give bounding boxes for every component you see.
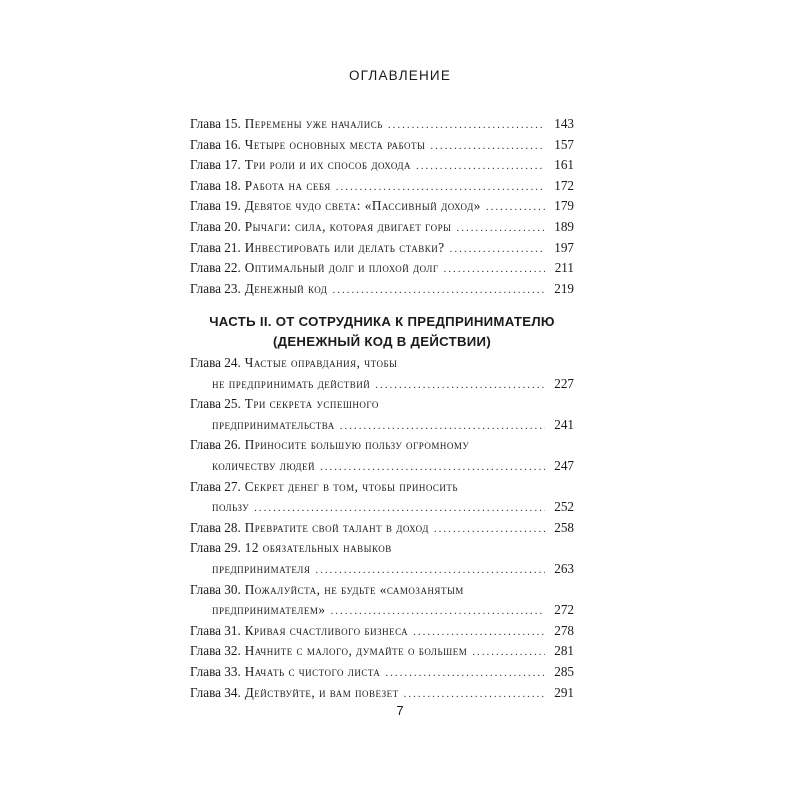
chapter-title: Пожалуйста, не будьте «самозанятым bbox=[244, 581, 464, 597]
chapter-page: 291 bbox=[554, 684, 574, 700]
toc-entry bbox=[190, 258, 574, 279]
toc-entry-continuation bbox=[212, 600, 574, 621]
chapter-page: 161 bbox=[554, 157, 574, 173]
chapter-page: 258 bbox=[554, 519, 574, 535]
chapter-title: Рычаги: сила, которая двигает горы bbox=[244, 218, 452, 234]
chapter-title: Четыре основных места работы bbox=[244, 136, 426, 152]
dot-leader bbox=[332, 280, 545, 301]
dot-leader bbox=[450, 239, 545, 260]
chapter-title-continued: пользу bbox=[212, 499, 250, 515]
toc-entry bbox=[190, 176, 574, 197]
page-number: 7 bbox=[396, 703, 404, 718]
chapter-page: 172 bbox=[554, 177, 574, 193]
dot-leader bbox=[336, 177, 545, 198]
chapter-title: Перемены уже начались bbox=[244, 116, 383, 131]
chapter-title: Действуйте, и вам повезет bbox=[244, 684, 399, 700]
part-heading bbox=[190, 312, 574, 352]
toc-entry bbox=[190, 518, 574, 539]
chapter-label: Глава 22. bbox=[190, 260, 241, 276]
dot-leader bbox=[315, 560, 545, 581]
toc-entry bbox=[190, 435, 574, 456]
chapter-title: Кривая счастливого бизнеса bbox=[244, 622, 409, 638]
chapter-title-continued: не предпринимать действий bbox=[212, 375, 371, 391]
chapter-title: Работа на себя bbox=[244, 177, 331, 193]
chapter-title-continued: предпринимателем» bbox=[212, 602, 326, 618]
chapter-title: Три роли и их способ дохода bbox=[244, 157, 412, 173]
chapter-label: Глава 25. bbox=[190, 396, 241, 412]
chapter-page: 219 bbox=[554, 280, 574, 296]
chapter-title: Частые оправдания, чтобы bbox=[244, 355, 398, 370]
part-heading-line-2: (ДЕНЕЖНЫЙ КОД В ДЕЙСТВИИ) bbox=[272, 334, 492, 349]
toc-entry-continuation bbox=[212, 415, 574, 436]
dot-leader bbox=[444, 259, 545, 280]
chapter-label: Глава 24. bbox=[190, 355, 241, 370]
toc-entry bbox=[190, 641, 574, 662]
chapter-label: Глава 27. bbox=[190, 478, 241, 494]
chapter-label: Глава 29. bbox=[190, 540, 241, 556]
dot-leader bbox=[375, 375, 545, 396]
part-heading-line-1: ЧАСТЬ II. ОТ СОТРУДНИКА К ПРЕДПРИНИМАТЕЛЮ bbox=[209, 314, 555, 329]
chapter-title: Инвестировать или делать ставки? bbox=[244, 239, 445, 255]
dot-leader bbox=[254, 498, 545, 519]
chapter-page: 189 bbox=[554, 218, 574, 234]
chapter-title: Приносите большую пользу огромному bbox=[244, 437, 470, 453]
toc-entry-continuation bbox=[212, 456, 574, 477]
toc-entry bbox=[190, 621, 574, 642]
chapter-label: Глава 31. bbox=[190, 622, 241, 638]
toc-entry bbox=[190, 662, 574, 683]
chapter-title: Оптимальный долг и плохой долг bbox=[244, 260, 439, 276]
chapter-page: 143 bbox=[554, 116, 574, 131]
dot-leader bbox=[340, 416, 545, 437]
chapter-title: Начать с чистого листа bbox=[244, 663, 381, 679]
chapter-page: 227 bbox=[554, 375, 574, 391]
toc-entry bbox=[190, 155, 574, 176]
chapter-title: Девятое чудо света: «Пассивный доход» bbox=[244, 198, 481, 214]
toc-entry bbox=[190, 683, 574, 704]
dot-leader bbox=[434, 519, 545, 540]
toc-entry bbox=[190, 238, 574, 259]
chapter-page: 179 bbox=[554, 198, 574, 214]
dot-leader bbox=[404, 684, 545, 705]
toc-entry-continuation bbox=[212, 374, 574, 395]
chapter-label: Глава 20. bbox=[190, 218, 241, 234]
chapter-label: Глава 26. bbox=[190, 437, 241, 453]
toc-entry bbox=[190, 580, 574, 601]
chapter-title-continued: количеству людей bbox=[212, 457, 316, 473]
chapter-page: 252 bbox=[554, 499, 574, 515]
chapter-label: Глава 30. bbox=[190, 581, 241, 597]
chapter-title: 12 обязательных навыков bbox=[244, 540, 392, 556]
chapter-page: 272 bbox=[554, 602, 574, 618]
chapter-page: 157 bbox=[554, 136, 574, 152]
chapter-label: Глава 16. bbox=[190, 136, 241, 152]
chapter-title: Три секрета успешного bbox=[244, 396, 379, 412]
toc-entry bbox=[190, 114, 574, 135]
chapter-label: Глава 18. bbox=[190, 177, 241, 193]
toc-entry bbox=[190, 394, 574, 415]
dot-leader bbox=[320, 457, 545, 478]
chapter-label: Глава 19. bbox=[190, 198, 241, 214]
chapter-title-continued: предпринимателя bbox=[212, 560, 311, 576]
chapter-title: Денежный код bbox=[244, 280, 328, 296]
dot-leader bbox=[413, 622, 545, 643]
dot-leader bbox=[330, 601, 545, 622]
dot-leader bbox=[388, 115, 545, 136]
page-title: ОГЛАВЛЕНИЕ bbox=[348, 68, 452, 83]
chapter-label: Глава 34. bbox=[190, 684, 241, 700]
chapter-label: Глава 28. bbox=[190, 519, 241, 535]
toc-entry bbox=[190, 538, 574, 559]
chapter-page: 281 bbox=[554, 643, 574, 659]
chapter-page: 278 bbox=[554, 622, 574, 638]
toc-entry bbox=[190, 279, 574, 300]
toc-entry bbox=[190, 135, 574, 156]
chapter-label: Глава 23. bbox=[190, 280, 241, 296]
chapter-page: 263 bbox=[554, 560, 574, 576]
toc-entry-continuation bbox=[212, 497, 574, 518]
chapter-label: Глава 17. bbox=[190, 157, 241, 173]
chapter-title: Превратите свой талант в доход bbox=[244, 519, 429, 535]
chapter-page: 211 bbox=[554, 260, 574, 276]
toc-part-1 bbox=[190, 114, 574, 299]
chapter-title: Секрет денег в том, чтобы приносить bbox=[244, 478, 459, 494]
chapter-page: 241 bbox=[554, 416, 574, 432]
toc-entry bbox=[190, 477, 574, 498]
dot-leader bbox=[486, 197, 545, 218]
chapter-label: Глава 15. bbox=[190, 116, 241, 131]
chapter-title-continued: предпринимательства bbox=[212, 416, 335, 432]
chapter-label: Глава 33. bbox=[190, 663, 241, 679]
toc-entry bbox=[190, 196, 574, 217]
toc-entry bbox=[190, 353, 574, 374]
chapter-page: 285 bbox=[554, 663, 574, 679]
chapter-page: 197 bbox=[554, 239, 574, 255]
dot-leader bbox=[456, 218, 545, 239]
chapter-page: 247 bbox=[554, 457, 574, 473]
dot-leader bbox=[472, 642, 545, 663]
chapter-label: Глава 32. bbox=[190, 643, 241, 659]
dot-leader bbox=[430, 136, 545, 157]
dot-leader bbox=[385, 663, 545, 684]
toc-entry bbox=[190, 217, 574, 238]
toc-entry-continuation bbox=[212, 559, 574, 580]
toc-part-2 bbox=[190, 353, 574, 703]
dot-leader bbox=[416, 156, 545, 177]
chapter-title: Начните с малого, думайте о большем bbox=[244, 643, 468, 659]
chapter-label: Глава 21. bbox=[190, 239, 241, 255]
